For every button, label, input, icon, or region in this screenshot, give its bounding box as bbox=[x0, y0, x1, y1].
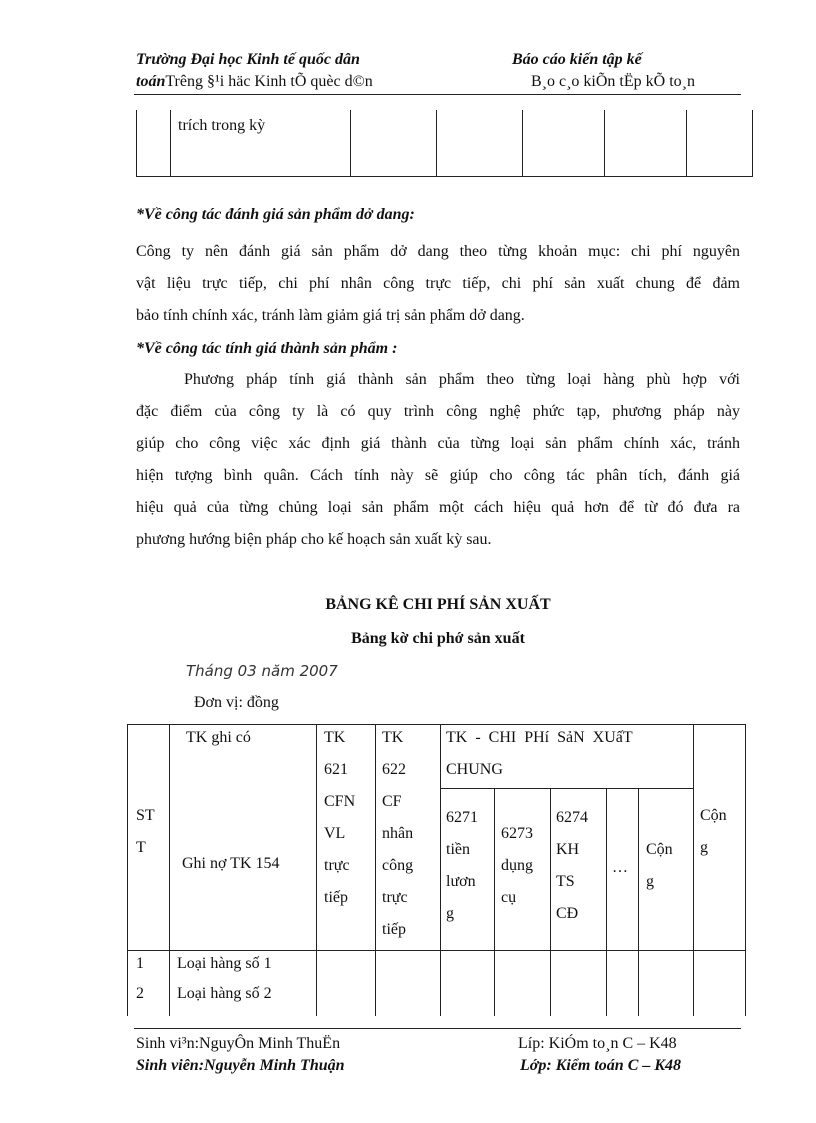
tk627-line: TK - CHI PHí SảN XUấT bbox=[446, 729, 633, 746]
paragraph-line: đặc điểm của công ty là có quy trình công nghệ phức tạp, phương pháp này bbox=[136, 403, 740, 420]
table-vline bbox=[169, 724, 170, 1016]
header-report: Báo cáo kiến tập kế bbox=[512, 51, 642, 68]
top-table-bottom-border bbox=[136, 176, 753, 177]
col-ellipsis: … bbox=[612, 859, 628, 876]
tk622-line: công bbox=[382, 857, 414, 874]
cong-sub-line: g bbox=[646, 873, 654, 890]
table-vline bbox=[693, 724, 694, 1016]
tk622-line: tiếp bbox=[382, 921, 406, 938]
table-vline bbox=[375, 724, 376, 1016]
table-border-subheader bbox=[440, 788, 693, 789]
table-vline bbox=[316, 724, 317, 1016]
col-tk-ghi-co: TK ghi có bbox=[186, 729, 251, 746]
paragraph-line: hiện tượng bình quân. Cách tính này sẽ giúp cho công tác phân tích, đánh giá bbox=[136, 467, 740, 484]
tk621-line: trực bbox=[324, 857, 350, 874]
header-rule bbox=[134, 94, 741, 95]
table-vline bbox=[638, 788, 639, 1016]
table-subtitle: Bảng kờ chi phớ sản xuất bbox=[351, 630, 525, 647]
col-cong-total bbox=[700, 800, 727, 864]
footer-class: Lớp: Kiểm toán C – K48 bbox=[520, 1057, 682, 1074]
c6274-line: TS bbox=[556, 873, 575, 890]
tk622-line: nhân bbox=[382, 825, 414, 842]
stt-line: T bbox=[136, 839, 146, 856]
c6274-line: KH bbox=[556, 841, 580, 858]
footer-rule bbox=[134, 1028, 741, 1029]
table-unit: Đơn vị: đồng bbox=[194, 694, 279, 711]
table-vline bbox=[494, 788, 495, 1016]
footer-student-garbled: Sinh vi³n:NguyÔn Minh ThuËn bbox=[136, 1035, 341, 1052]
top-table-vline bbox=[752, 110, 753, 176]
top-table-cell: trích trong kỳ bbox=[178, 117, 266, 134]
tk621-line: VL bbox=[324, 825, 346, 842]
top-table-vline bbox=[350, 110, 351, 176]
c6273-line: 6273 bbox=[501, 825, 533, 842]
header-school-legacy bbox=[136, 72, 373, 92]
paragraph-line: hiệu quả của từng chủng loại sản phẩm một cách hiệu quả hơn để từ đó đưa ra bbox=[136, 499, 740, 516]
row-number: 2 bbox=[136, 985, 144, 1002]
tk621-line: CFN bbox=[324, 793, 356, 810]
c6273-line: cụ bbox=[501, 889, 517, 906]
header-school: Trường Đại học Kinh tế quốc dân bbox=[136, 51, 360, 68]
paragraph-line: phương hướng biện pháp cho kế hoạch sản xuất kỳ sau. bbox=[136, 531, 492, 548]
top-table-vline bbox=[686, 110, 687, 176]
tk621-line: TK bbox=[324, 729, 346, 746]
col-cong-sub bbox=[646, 834, 673, 898]
table-vline bbox=[127, 724, 128, 1016]
col-6271 bbox=[446, 802, 478, 930]
paragraph-line: bảo tính chính xác, tránh làm giảm giá trị sản phẩm dở dang. bbox=[136, 307, 525, 324]
table-row-label: Loại hàng số 1 bbox=[177, 955, 272, 972]
c6273-line: dụng bbox=[501, 857, 533, 874]
table-row bbox=[136, 978, 144, 1010]
col-ghi-no: Ghi nợ TK 154 bbox=[182, 855, 280, 872]
table-vline bbox=[745, 724, 746, 1016]
top-table-vline bbox=[522, 110, 523, 176]
stt-line: ST bbox=[136, 807, 155, 824]
c6271-line: g bbox=[446, 905, 454, 922]
c6271-line: tiền bbox=[446, 841, 470, 858]
top-table-vline bbox=[436, 110, 437, 176]
table-vline bbox=[550, 788, 551, 1016]
c6274-line: CĐ bbox=[556, 905, 579, 922]
section1-body bbox=[136, 236, 740, 332]
col-6273 bbox=[501, 818, 533, 914]
c6271-line: 6271 bbox=[446, 809, 478, 826]
tk621-line: 621 bbox=[324, 761, 348, 778]
paragraph-line: Công ty nên đánh giá sản phẩm dở dang theo từng khoản mục: chi phí nguyên bbox=[136, 243, 740, 260]
header-school-garbled: Trêng §¹i häc Kinh tÕ quèc d©n bbox=[165, 73, 373, 90]
cong-sub-line: Cộn bbox=[646, 841, 673, 858]
section1-heading: *Về công tác đánh giá sản phẩm dở dang: bbox=[136, 206, 415, 223]
top-table-vline bbox=[136, 110, 137, 176]
table-vline bbox=[606, 788, 607, 1016]
header-report-garbled: B¸o c¸o kiÕn tËp kÕ to¸n bbox=[531, 73, 695, 90]
top-table-vline bbox=[604, 110, 605, 176]
section2-heading: *Về công tác tính giá thành sản phẩm : bbox=[136, 340, 398, 357]
table-vline bbox=[440, 724, 441, 1016]
tk627-line: CHUNG bbox=[446, 761, 503, 778]
tk622-line: CF bbox=[382, 793, 402, 810]
c6271-line: lươn bbox=[446, 873, 476, 890]
section2-body bbox=[136, 364, 740, 556]
col-stt-header bbox=[136, 800, 155, 864]
paragraph-line: Phương pháp tính giá thành sản phẩm theo từng loại hàng phù hợp với bbox=[184, 371, 740, 388]
paragraph-line: giúp cho công việc xác định giá thành của từng loại sản phẩm chính xác, tránh bbox=[136, 435, 740, 452]
tk621-line: tiếp bbox=[324, 889, 348, 906]
tk622-line: TK bbox=[382, 729, 404, 746]
col-tk622 bbox=[382, 722, 413, 946]
table-title: BẢNG KÊ CHI PHÍ SẢN XUẤT bbox=[325, 596, 551, 613]
tk622-line: trực bbox=[382, 889, 408, 906]
cong-total-line: Cộn bbox=[700, 807, 727, 824]
paragraph-line: vật liệu trực tiếp, chi phí nhân công trực tiếp, chi phí sản xuất chung để đảm bbox=[136, 275, 740, 292]
table-row bbox=[136, 948, 144, 980]
col-tk627-header bbox=[446, 722, 688, 786]
top-table-vline bbox=[170, 110, 171, 176]
table-month: Tháng 03 năm 2007 bbox=[186, 662, 338, 680]
table-row-label: Loại hàng số 2 bbox=[177, 985, 272, 1002]
c6274-line: 6274 bbox=[556, 809, 588, 826]
col-6274 bbox=[556, 802, 588, 930]
cong-total-line: g bbox=[700, 839, 708, 856]
tk622-line: 622 bbox=[382, 761, 406, 778]
header-toan: toán bbox=[136, 73, 166, 90]
footer-student: Sinh viên:Nguyễn Minh Thuận bbox=[136, 1057, 345, 1074]
footer-class-garbled: Líp: KiÓm to¸n C – K48 bbox=[518, 1035, 677, 1052]
col-tk621 bbox=[324, 722, 355, 914]
row-number: 1 bbox=[136, 955, 144, 972]
